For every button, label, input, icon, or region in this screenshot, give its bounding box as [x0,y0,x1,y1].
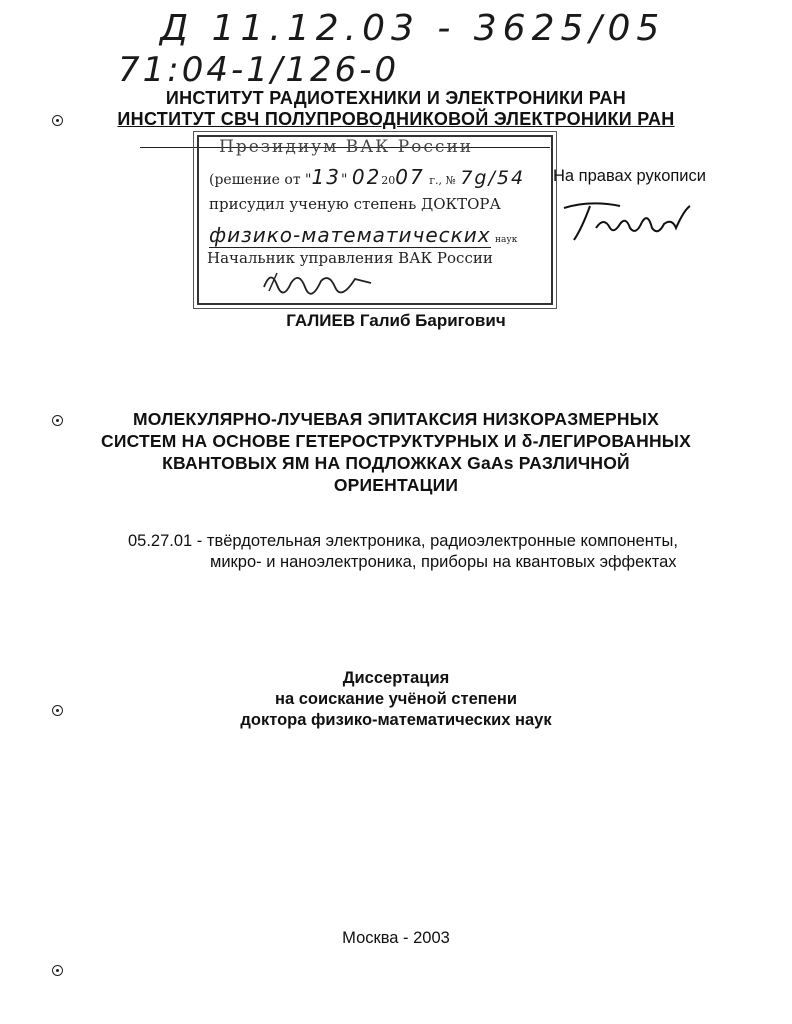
stamp-decision-year-sep: 20 [381,174,396,187]
dissertation-title-line-1: МОЛЕКУЛЯРНО-ЛУЧЕВАЯ ЭПИТАКСИЯ НИЗКОРАЗМЕРНЫХ [133,409,659,429]
stamp-header: Президиум ВАК России [219,137,474,157]
stamp-decision-number-label: г., № [429,174,456,187]
city-year: Москва - 2003 [342,929,450,947]
stamp-field-suffix: наук [495,235,518,245]
dissertation-label: Диссертация [342,669,450,687]
stamp-decision-day: 13 [311,165,341,189]
dissertation-title-line-2: СИСТЕМ НА ОСНОВЕ ГЕТЕРОСТРУКТУРНЫХ И δ-ЛЕГИРОВАННЫХ [101,431,691,451]
dissertation-title-line-4: ОРИЕНТАЦИИ [333,475,459,495]
handwritten-registration-number: Д 11.12.03 - 3625/05 [160,8,666,49]
dissertation-title-line-3: КВАНТОВЫХ ЯМ НА ПОДЛОЖКАХ GaAs РАЗЛИЧНОЙ [162,453,630,473]
stamp-decision-year: 07 [395,165,425,189]
institute-name-2: ИНСТИТУТ СВЧ ПОЛУПРОВОДНИКОВОЙ ЭЛЕКТРОНИКИ РАН [117,109,675,129]
dissertation-degree-line: на соискание учёной степени [275,690,517,708]
stamp-decision-month: 02 [351,165,382,189]
manuscript-rights: На правах рукописи [553,167,706,185]
dissertation-degree-field: доктора физико-математических наук [240,711,552,729]
handwritten-archive-number: 71:04-1/126-0 [118,50,400,90]
stamp-field-line [209,223,517,247]
stamp-field-handwritten: физико-математических [209,223,491,247]
stamp-decision-quote: " [340,172,348,188]
stamp-decision-number: 7g/54 [460,167,526,189]
specialty-line-2: микро- и наноэлектроника, приборы на квантовых эффектах [210,553,677,571]
specialty-line-1: 05.27.01 - твёрдотельная электроника, радиоэлектронные компоненты, [128,532,678,550]
author-signature-icon [560,198,710,248]
binder-hole-4 [52,965,63,976]
institute-name-1: ИНСТИТУТ РАДИОТЕХНИКИ И ЭЛЕКТРОНИКИ РАН [165,88,627,108]
stamp-decision-prefix: (решение от " [209,172,312,188]
vak-stamp [197,135,553,305]
stamp-chief-title: Начальник управления ВАК России [207,249,493,267]
author-name: ГАЛИЕВ Галиб Баригович [286,311,506,330]
stamp-awarded: присудил ученую степень ДОКТОРА [209,195,501,213]
stamp-signature-icon [259,265,379,297]
stamp-decision [209,165,525,189]
